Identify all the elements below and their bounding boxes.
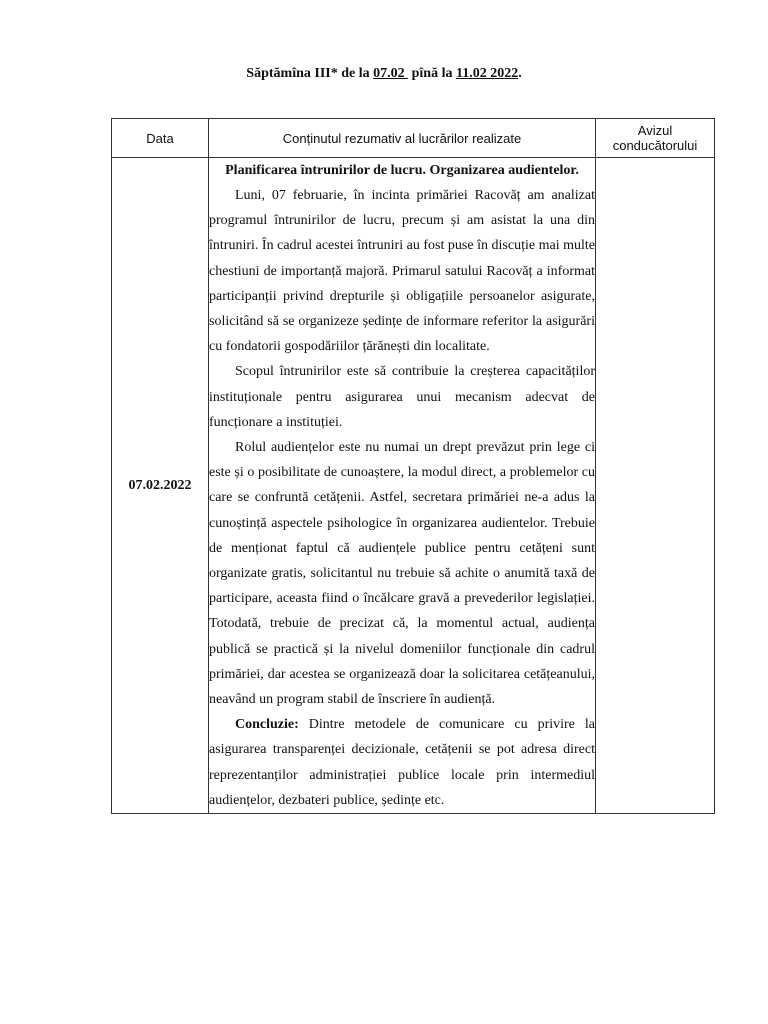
content-title: Planificarea întrunirilor de lucru. Organizarea audientelor. (225, 163, 579, 178)
paragraph-3: Rolul audiențelor este nu numai un drept prevăzut prin lege ci este și o posibilitate de cunoaștere, la modul direct, a problemelor cu care se confruntă cetățenii. Astfel, secretara primăriei ne-a adus la cunoștință aspectele psihologice în organizarea audientelor. Trebuie de menționat faptul că audiențele publice pentru cetățeni sunt organizate gratis, solicitantul nu trebuie să achite o anumită taxă de participare, aceasta fiind o încălcare gravă a prevederilor legislației. Totodată, trebuie de precizat că, la momentul actual, audiența publică se practică și la nivelul domeniilor funcționale din cadrul primăriei, dar acestea se organizează doar la solicitarea cetățeanului, neavând un program stabil de înscriere în audiență. (209, 440, 595, 708)
title-suffix: . (518, 66, 522, 81)
paragraph-1: Luni, 07 februarie, în incinta primăriei Racovăț am analizat programul întrunirilor de lucru, precum și am asistat la una din întruniri. În cadrul acestei întruniri au fost puse în discuție mai multe chestiuni de importanță majoră. Primarul satului Racovăț a informat participanții privind drepturile și obligațiile persoanelor asigurate, solicitând să se organizeze ședințe de informare referitor la asigurări cu fondatorii gospodăriilor țărănești din localitate. (209, 188, 595, 355)
conclusion-text: Dintre metodele de comunicare cu privire la asigurarea transparenței decizionale, cetățenii se pot adresa direct reprezentanților administrației publice locale prin intermediul audiențelor, dezbateri publice, ședințe etc. (209, 717, 595, 808)
column-header-content: Conținutul rezumativ al lucrărilor realizate (209, 119, 596, 158)
report-table (111, 118, 715, 814)
conclusion-paragraph (209, 712, 595, 813)
table-row (112, 158, 715, 814)
column-header-date: Data (112, 119, 209, 158)
title-end-date: 11.02 2022 (455, 66, 519, 81)
paragraph-2: Scopul întrunirilor este să contribuie la creșterea capacităților instituționale pentru asigurarea unui mecanism adecvat de funcționare a instituției. (209, 364, 595, 430)
title-prefix: Săptămîna III* de la (246, 66, 370, 81)
title-middle: pînă la (411, 66, 453, 81)
row-date: 07.02.2022 (112, 158, 209, 814)
page-title (0, 66, 768, 82)
title-start-date: 07.02 (373, 66, 409, 81)
row-content (209, 158, 596, 814)
row-aviz (596, 158, 715, 814)
column-header-aviz: Avizul conducătorului (596, 119, 715, 158)
conclusion-label: Concluzie: (235, 717, 299, 733)
table-header-row (112, 119, 715, 158)
